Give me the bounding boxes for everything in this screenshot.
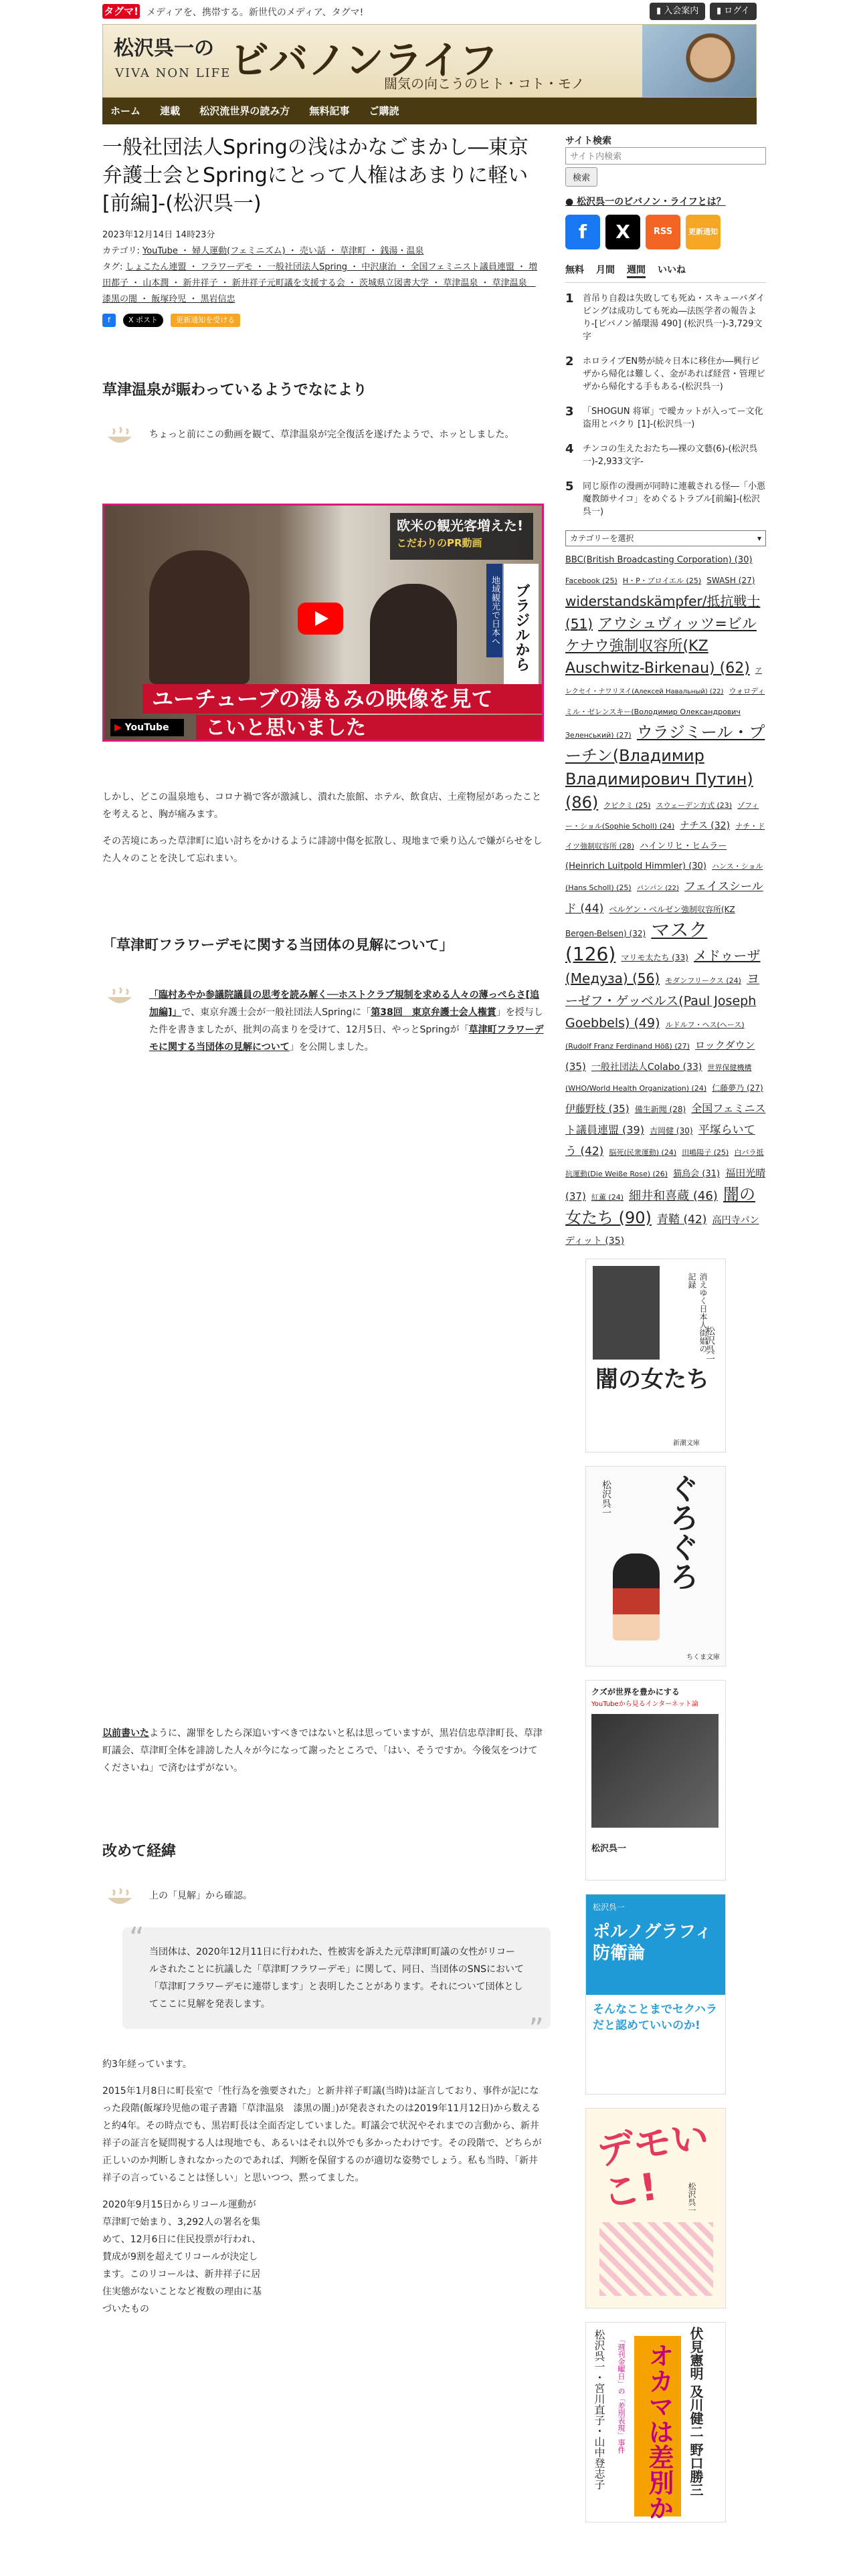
link-previous-article[interactable]: 「臨村あやか参議院議員の思考を読み解く──ホストクラブ規制を求める人々の薄っぺらさ[追加編]」 [149, 990, 539, 1018]
tag-link[interactable]: ナチ・ドイツ強制収容所 (28) [565, 822, 765, 851]
tag-link[interactable]: 伊藤野枝 (35) [565, 1103, 630, 1115]
join-button[interactable]: ▮ 入会案内 [650, 3, 705, 20]
youtube-logo-text: YouTube [124, 722, 169, 733]
facebook-icon[interactable]: f [565, 215, 600, 249]
article-date: 2023年12月14日 14時23分 [102, 230, 215, 240]
category-select[interactable] [565, 530, 766, 546]
rank-text: 「SHOGUN 将軍」で曖カットが入ってー文化盗用とバクり [1]-(松沢呉一) [583, 407, 763, 429]
rank-number: 2 [565, 354, 574, 368]
tag-link[interactable]: 脳死(民衆運動) (24) [609, 1148, 677, 1157]
category-select-value: カテゴリーを選択 [570, 534, 634, 543]
banner-subtitle: 闊気の向こうのヒト・コト・モノ [384, 76, 585, 92]
sidebar [565, 134, 766, 2523]
tag-link[interactable]: 白バラ抵抗運動(Die Weiße Rose) (26) [565, 1148, 764, 1178]
tags-label: タグ: [102, 262, 126, 272]
search-button[interactable]: 検索 [565, 167, 597, 187]
rank-text: ホロライブEN勢が続々日本に移住か―興行ビザから帰化は難しく、金があれば経営・管理ビザから帰化する手もある-(松沢呉一) [583, 356, 765, 392]
link-human-rights-award[interactable]: 第38回 東京弁護士会人権賞 [371, 1007, 496, 1018]
book-kuzu[interactable] [585, 1680, 726, 1881]
chevron-down-icon: ▾ [757, 534, 761, 543]
book-subtitle: YouTubeから見るインターネット論 [591, 1701, 698, 1708]
tag-link[interactable]: 田嶋陽子 (25) [682, 1148, 729, 1157]
tag-link[interactable]: H・P・ブロイエル (25) [622, 576, 702, 585]
list-item[interactable] [565, 443, 766, 468]
tab-free[interactable]: 無料 [565, 265, 584, 276]
tag-link[interactable]: モダンフリークス (24) [665, 976, 741, 985]
link-spring-statement[interactable]: 草津町フラワーデモに関する当団体の見解について [149, 1025, 544, 1053]
book-subtitle: 「週刊金曜日」の「差別表現」事件 [617, 2336, 626, 2454]
book-illustration [599, 2222, 713, 2296]
book-photo [591, 1714, 719, 1828]
update-notice-button[interactable]: 更新通知を受ける [171, 314, 240, 327]
about-link[interactable]: ● 松沢呉一のビバノン・ライフとは？ [565, 197, 726, 207]
tag-link[interactable]: 闇の女たち (90) [565, 1185, 755, 1227]
book-demo-iko[interactable] [585, 2108, 726, 2309]
list-item[interactable] [565, 480, 766, 518]
rank-number: 3 [565, 405, 574, 419]
update-notice-icon[interactable]: 更新通知 [686, 215, 721, 249]
nav-serial[interactable]: 連載 [160, 105, 181, 117]
onsen-icon [105, 1887, 134, 1907]
book-title: オカマは差別か [644, 2343, 674, 2520]
tag-link[interactable]: widerstandskämpfer/抵抗戦士 (51) [565, 593, 761, 632]
site-banner[interactable] [102, 24, 757, 98]
rss-icon[interactable]: RSS [646, 215, 680, 249]
tag-link[interactable]: 備生新聞 (28) [634, 1105, 686, 1114]
overlay-vertical-text-2: 地域観光で日本へ [486, 564, 502, 657]
site-search-input[interactable] [565, 147, 766, 165]
book-author: 松沢呉一・宮川直子・山中登志子 [593, 2329, 605, 2490]
tag-link[interactable]: 全国フェミニスト議員連盟 (39) [565, 1102, 766, 1136]
tag-link[interactable]: ハンス・ショル(Hans Scholl) (25) [565, 862, 763, 892]
nav-world[interactable]: 松沢流世界の読み方 [199, 105, 290, 117]
nav-subscribe[interactable]: ご購読 [369, 105, 399, 117]
book-author: 松沢呉一 [687, 2182, 696, 2214]
article-categories [102, 243, 544, 259]
book-author: 松沢呉一 [591, 1844, 627, 1854]
book-title: ポルノグラフィ防衛論 [593, 1922, 712, 1963]
list-item[interactable] [565, 355, 766, 393]
tag-link[interactable]: パンパン (22) [636, 885, 679, 892]
tag-link[interactable]: 平塚らいてう (42) [565, 1123, 755, 1158]
paragraph-6: 2020年9月15日からリコール運動が草津町で始まり、3,292人の署名を集めて、12月6日に住民投票が行われ、賛成が9割を超えてリコールが決定します。このリコールは、新井祥子に居住実態がないことなど複数の理由に基づいたもの [102, 2199, 262, 2315]
article-title: 一般社団法人Springの浅はかなごまかし―東京弁護士会とSpringにとって人権はあまりに軽い[前編]-(松沢呉一) [102, 136, 529, 215]
tag-link[interactable]: クビクミ (25) [603, 801, 651, 810]
tag-link[interactable]: 高円寺パンディット (35) [565, 1215, 759, 1247]
overlay-line-1: 欧米の観光客増えた! [397, 518, 524, 534]
intro-note-text: ちょっと前にこの動画を観て、草津温泉が完全復活を遂げたようで、ホッとしました。 [149, 429, 514, 440]
share-bar [102, 313, 544, 328]
close-quote-icon: ” [529, 2012, 544, 2046]
tag-link[interactable]: ナチス (32) [680, 821, 731, 831]
tag-link[interactable]: 紅薫 (24) [591, 1193, 624, 1202]
tag-cloud [565, 550, 766, 1252]
book-subtitle: そんなことまでセクハラだと認めていいのか! [593, 2003, 717, 2032]
tag-link[interactable]: 青鞜 (42) [657, 1213, 707, 1226]
facebook-share-button[interactable]: f [102, 314, 116, 327]
tag-link[interactable]: 猫鳥会 (31) [673, 1169, 721, 1179]
book-title: ぐろぐろ [664, 1473, 698, 1591]
tag-link[interactable]: 細井和喜蔵 (46) [629, 1189, 718, 1203]
reference-note [102, 986, 544, 1056]
book-yami-no-onnatachi[interactable] [585, 1259, 726, 1453]
tab-weekly[interactable]: 週間 [627, 263, 646, 278]
video-frame [102, 504, 544, 742]
tag-link[interactable]: 福田光晴 (37) [565, 1167, 766, 1202]
tagline: メディアを、携帯する。新世代のメディア、タグマ! [147, 7, 364, 18]
tag-link[interactable]: 一般社団法人Colabo (33) [591, 1062, 702, 1073]
book-editors: 伏見憲明 及川健二 野口勝三 [688, 2327, 704, 2496]
rank-text: 首吊り自殺は失敗しても死ぬ・スキューバダイビングは成功しても死ぬ―法医学者の報告より-[ビバノン循環湯 490] (松沢呉一)-3,729文字 [583, 294, 765, 342]
banner-portrait-image [642, 25, 756, 98]
intro-note [102, 426, 544, 443]
tag-link[interactable]: ウォロディミル・ゼレンスキー(Володимир Олександрович Зеленський) (27) [565, 687, 765, 740]
rank-number: 1 [565, 292, 574, 306]
tab-monthly[interactable]: 月間 [596, 265, 615, 276]
tag-link[interactable]: ハインリヒ・ヒムラー(Heinrich Luitpold Himmler) (30) [565, 841, 727, 871]
ranking-list [565, 292, 766, 518]
book-subtitle: 消えゆく日本人街娼の記録 [687, 1273, 708, 1353]
article-meta [102, 227, 544, 308]
tag-link[interactable]: マリモ太たち (33) [621, 953, 688, 962]
book-guroguro[interactable] [585, 1466, 726, 1667]
book-title: クズが世界を豊かにする [591, 1687, 680, 1697]
book-publisher: 新潮文庫 [673, 1440, 700, 1447]
banner-viva: VIVA NON LIFE [115, 66, 231, 80]
blockquote [122, 1921, 551, 2046]
book-title: デモいこ! [593, 2115, 712, 2216]
tag-link[interactable]: ルドルフ・ヘス(ヘース) (Rudolf Franz Ferdinand Höß) (27) [565, 1021, 745, 1051]
paragraph-4: 約3年経っています。 [102, 2059, 192, 2070]
book-title: 闇の女たち [595, 1366, 709, 1393]
tag-link[interactable]: ウラジミール・プーチン(Владимир Владимирович Путин) (86) [565, 723, 765, 812]
book-publisher: ちくま文庫 [686, 1654, 720, 1661]
ranking-tabs [565, 263, 766, 283]
tag-link[interactable]: ゾフィー・ショル(Sophie Scholl) (24) [565, 801, 759, 831]
confirm-note-text: 上の「見解」から確認。 [149, 1891, 252, 1901]
reference-text-1: で、東京弁護士会が一般社団法人Springに「 [181, 1007, 371, 1018]
paragraph-5: 2015年1月8日に町長室で「性行為を強要された」と新井祥子町議(当時)は証言しており、事件が記になった段階(飯塚玲児他の電子書籍「草津温泉 漆黒の闇」)が発表されたのは2019年11月12日)から数えると約4年。その時点でも、黒岩町長は全面否定していました。町議会で状況やそれまでの言動から、新井祥子の証言を疑問視する人は現地でも、あるいはそれ以外でも多かったわけです。その段階で、どちらが正しいのか判断しきれなかったのであれば、判断を保留するのが適切な姿勢でしょう。私も当時、「新井祥子の言っていることは怪しい」と思いつつ、黙ってました。 [102, 2086, 542, 2183]
x-icon[interactable]: X [605, 215, 640, 249]
section-heading-2: 「草津町フラワーデモに関する当団体の見解について」 [102, 937, 454, 953]
tab-likes[interactable]: いいね [658, 265, 686, 276]
tag-link[interactable]: BBC(British Broadcasting Corporation) (30) [565, 555, 753, 565]
book-author: 松沢呉一 [704, 1326, 715, 1364]
overlay-line-2: こだわりのPR動画 [397, 537, 482, 549]
tag-link[interactable]: Facebook (25) [565, 576, 617, 585]
login-button-label: ログイ [724, 6, 750, 16]
nav-free[interactable]: 無料記事 [309, 105, 350, 117]
book-author: 松沢呉一 [601, 1480, 611, 1517]
tag-link[interactable]: 吉岡健 (30) [650, 1126, 693, 1136]
category-links[interactable]: YouTube ・ 婦人運動(フェミニズム) ・ 売い話 ・ 草津町 ・ 銭湯・温泉 [142, 246, 424, 256]
rank-text: 同じ原作の漫画が同時に連載される怪―「小悪魔教師サイコ」をめぐるトラブル[前編]-(松沢呉一) [583, 481, 766, 517]
reference-text-2: 」を授与した件を書きましたが、批判の高まりを受けて、12月5日、やっとSpringが「 [149, 1007, 543, 1035]
rank-text: チンコの生えたおたち―裸の文藝(6)-(松沢呉一)-2,933文字- [583, 444, 758, 467]
tag-link[interactable]: 世界保健機構(WHO/World Health Organization) (24) [565, 1063, 752, 1093]
tag-link[interactable]: ベルゲン・ベルゼン強制収容所(KZ Bergen-Belsen) (32) [565, 905, 735, 938]
paragraph-3-text: ように、謝罪をしたら深追いすべきではないと私は思っていますが、黒岩信忠草津町長、草津町議会、草津町全体を誹謗した人々が今になって謝ったところで、「はい、そうですか。今後気をつけてくださいね」で済むはずがない。 [102, 1728, 543, 1774]
nav-home[interactable]: ホーム [110, 105, 141, 117]
tag-links[interactable]: しょこたん連盟 ・ フラワーデモ ・ 一般社団法人Spring ・ 中沢康治 ・ 全国フェミニスト議員連盟 ・ 増田都子 ・ 山本潤 ・ 新井祥子 ・ 新井祥子元町議を支援する会 ・ 茨城県立図書大学 ・ 草津温泉 ・ 草津温泉 漆黒の闇 ・ 飯塚玲児 ・ 黒岩信忠 [102, 262, 538, 304]
article-tags [102, 259, 544, 308]
article [102, 134, 544, 2318]
tagma-logo[interactable]: タグマ! [102, 4, 140, 19]
banner-title: ビバノンライフ [230, 37, 498, 83]
youtube-icon: ▶ [114, 722, 125, 733]
list-item[interactable] [565, 405, 766, 431]
main-nav [102, 98, 757, 124]
paragraph-2: その苦境にあった草津町に追い討ちをかけるように誹謗中傷を拡散し、現地まで乗り込んで嫌がらせをした人々のことを決して忘れまい。 [102, 836, 543, 864]
paragraph-1: しかし、どこの温泉地も、コロナ禍で客が激減し、潰れた旅館、ホテル、飲食店、土産物屋があったことを考えると、胸が痛みます。 [102, 792, 542, 820]
tag-link[interactable]: アレクセイ・ナワリヌイ(Алексей Навальный) (22) [565, 667, 762, 695]
reference-text-3: 」を公開しました。 [289, 1042, 374, 1053]
join-button-label: 入会案内 [664, 6, 699, 16]
section-heading-1: 草津温泉が賑わっているようでなにより [102, 382, 367, 399]
rank-number: 4 [565, 442, 574, 456]
book-okama[interactable] [585, 2322, 726, 2523]
section-heading-3: 改めて経緯 [102, 1843, 177, 1860]
tag-link[interactable]: マスク (126) [565, 919, 708, 965]
social-links [565, 215, 766, 249]
youtube-video-embed[interactable] [102, 504, 544, 742]
paragraph-3 [102, 1725, 544, 1777]
onsen-icon [105, 986, 134, 1006]
tag-link[interactable]: メドゥーザ(Медуза) (56) [565, 948, 761, 986]
tag-link[interactable]: SWASH (27) [706, 576, 755, 585]
tag-link[interactable]: アウシュヴィッツ=ビルケナウ強制収容所(KZ Auschwitz-Birkenau) (62) [565, 616, 757, 677]
tag-link[interactable]: ヨーゼフ・ゲッベルス(Paul Joseph Goebbels) (49) [565, 972, 760, 1031]
tag-link[interactable]: ロックダウン (35) [565, 1039, 755, 1073]
login-button[interactable]: ▮ ログイ [710, 3, 757, 20]
categories-label: カテゴリ: [102, 246, 142, 256]
tag-link[interactable]: フェイスシールド (44) [565, 880, 763, 916]
book-list [565, 1252, 766, 2523]
book-pornography[interactable] [585, 1894, 726, 2095]
overlay-vertical-text-1: ブラジルから [504, 564, 539, 691]
tag-link[interactable]: スウェーデン方式 (23) [656, 801, 733, 810]
list-item[interactable] [565, 292, 766, 343]
search-title: サイト検索 [565, 136, 612, 146]
top-bar [102, 0, 757, 24]
rank-number: 5 [565, 479, 574, 494]
x-post-button[interactable]: X ポスト [123, 314, 163, 327]
confirm-note [102, 1887, 544, 1905]
link-previous-post[interactable]: 以前書いた [102, 1728, 149, 1739]
banner-author: 松沢呉一の [114, 37, 214, 60]
blockquote-text: 当団体は、2020年12月11日に行われた、性被害を訴えた元草津町町議の女性がリコールされたことに抗議した「草津町フラワーデモ」に関して、同日、当団体のSNSにおいて「草津町フラワーデモに連帯します」と表明したことがあります。それについて団体としてここに見解を発表します。 [149, 1947, 524, 2010]
video-caption-2: こいと思いました [196, 715, 544, 742]
about-link-text: 松沢呉一のビバノン・ライフとは？ [577, 197, 726, 207]
video-caption-1: ユーチューブの湯もみの映像を見て [142, 684, 544, 714]
book-author: 松沢呉一 [593, 1903, 626, 1912]
onsen-icon [105, 426, 134, 446]
book-illustration [613, 1553, 660, 1640]
open-quote-icon: “ [129, 1921, 145, 1955]
tag-link[interactable]: 仁藤夢乃 (27) [712, 1083, 763, 1093]
book-photo [593, 1266, 660, 1360]
